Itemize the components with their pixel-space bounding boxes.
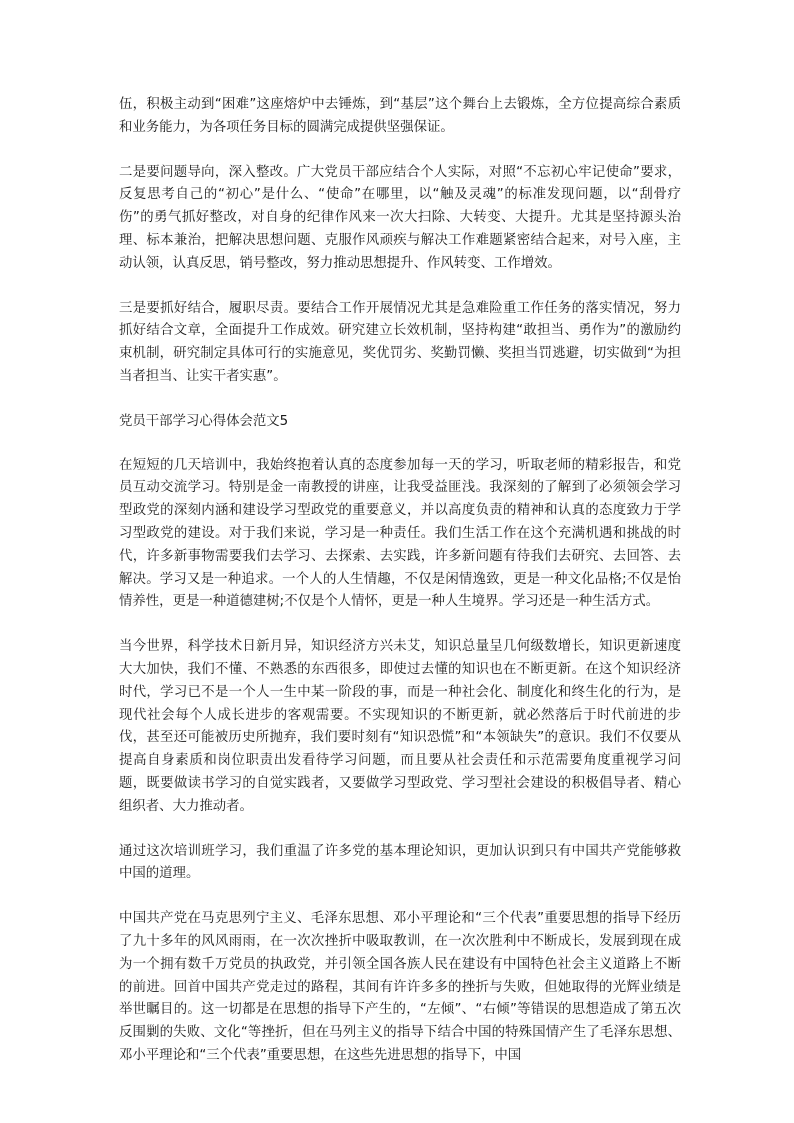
section-heading: 党员干部学习心得体会范文5 bbox=[119, 413, 289, 429]
paragraph-3: 三是要抓好结合，履职尽责。要结合工作开展情况尤其是急难险重工作任务的落实情况，努力抓好结合文章，全面提升工作成效。研究建立长效机制，坚持构建“敢担当、勇作为”的激励约束机制，研究制定具体可行的实施意见，奖优罚劣、奖勤罚懒、奖担当罚逃避，切实做到“为担当者担当、让实干者实惠”。 bbox=[119, 300, 681, 384]
paragraph-6: 通过这次培训班学习，我们重温了许多党的基本理论知识，更加认识到只有中国共产党能够救中国的道理。 bbox=[119, 843, 681, 882]
document-page bbox=[119, 94, 681, 1090]
paragraph-7: 中国共产党在马克思列宁主义、毛泽东思想、邓小平理论和“三个代表”重要思想的指导下经历了九十多年的风风雨雨，在一次次挫折中吸取教训，在一次次胜利中不断成长，发展到现在成为一个拥有数千万党员的执政党，并引领全国各族人民在建设有中国特色社会主义道路上不断的前进。回首中国共产党走过的路程，其间有许许多多的挫折与失败，但她取得的光辉业绩是举世瞩目的。这一切都是在思想的指导下产生的，“左倾”、“右倾”等错误的思想造成了第五次反围剿的失败、文化“等挫折，但在马列主义的指导下结合中国的特殊国情产生了毛泽东思想、邓小平理论和“三个代表”重要思想，在这些先进思想的指导下，中国 bbox=[119, 911, 681, 1063]
paragraph-5: 当今世界，科学技术日新月异，知识经济方兴未艾，知识总量呈几何级数增长，知识更新速度大大加快，我们不懂、不熟悉的东西很多，即使过去懂的知识也在不断更新。在这个知识经济时代，学习已不是一个人一生中某一阶段的事，而是一种社会化、制度化和终生化的行为，是现代社会每个人成长进步的客观需要。不实现知识的不断更新，就必然落后于时代前进的步伐，甚至还可能被历史所抛弃，我们要时刻有“知识恐慌”和“本领缺失”的意识。我们不仅要从提高自身素质和岗位职责出发看待学习问题，而且要从社会责任和示范需要角度重视学习问题，既要做读书学习的自觉实践者，又要做学习型政党、学习型社会建设的积极倡导者、精心组织者、大力推动者。 bbox=[119, 639, 681, 814]
paragraph-1: 伍，积极主动到“困难”这座熔炉中去锤炼，到“基层”这个舞台上去锻炼，全方位提高综合素质和业务能力，为各项任务目标的圆满完成提供坚强保证。 bbox=[119, 97, 681, 135]
paragraph-2: 二是要问题导向，深入整改。广大党员干部应结合个人实际，对照“不忘初心牢记使命”要求，反复思考自己的“初心”是什么、“使命”在哪里，以“触及灵魂”的标准发现问题，以“刮骨疗伤”的勇气抓好整改，对自身的纪律作风来一次大扫除、大转变、大提升。尤其是坚持源头治理、标本兼治，把解决思想问题、克服作风顽疾与解决工作难题紧密结合起来，对号入座，主动认领，认真反思，销号整改，努力推动思想提升、作风转变、工作增效。 bbox=[119, 164, 681, 271]
paragraph-4: 在短短的几天培训中，我始终抱着认真的态度参加每一天的学习，听取老师的精彩报告，和党员互动交流学习。特别是金一南教授的讲座，让我受益匪浅。我深刻的了解到了必须领会学习型政党的深刻内涵和建设学习型政党的重要意义，并以高度负责的精神和认真的态度致力于学习型政党的建设。对于我们来说，学习是一种责任。我们生活工作在这个充满机遇和挑战的时代，许多新事物需要我们去学习、去探索、去实践，许多新问题有待我们去研究、去回答、去解决。学习又是一种追求。一个人的人生情趣，不仅是闲情逸致，更是一种文化品格;不仅是怡情养性，更是一种道德建树;不仅是个人情怀，更是一种人生境界。学习还是一种生活方式。 bbox=[119, 457, 681, 610]
